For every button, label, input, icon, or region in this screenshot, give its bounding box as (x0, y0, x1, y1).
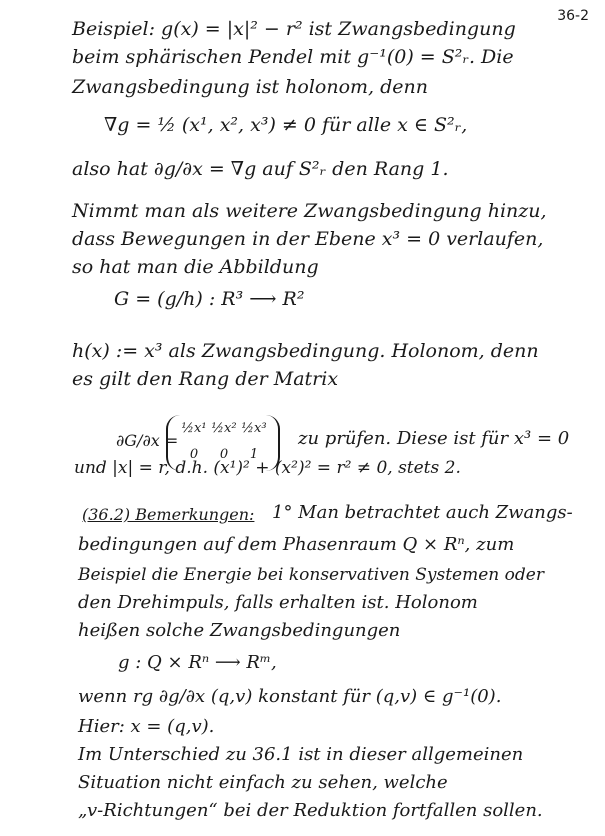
matrix-cell: ½x² (211, 421, 237, 436)
text-line: und |x| = r, d.h. (x¹)² + (x²)² = r² ≠ 0, stets 2. (74, 458, 461, 478)
matrix-row (180, 421, 268, 436)
text-line: Beispiel: g(x) = |x|² − r² ist Zwangsbedingung (72, 18, 516, 40)
matrix-label: ∂G/∂x = (116, 431, 179, 450)
page-number: 36-2 (557, 8, 589, 24)
text-line: Situation nicht einfach zu sehen, welche (78, 772, 448, 793)
text-line: beim sphärischen Pendel mit g⁻¹(0) = S²ᵣ. Die (72, 46, 514, 68)
text-line: 1° Man betrachtet auch Zwangs- (272, 502, 573, 523)
text-line: dass Bewegungen in der Ebene x³ = 0 verlaufen, (72, 228, 544, 250)
text-line: bedingungen auf dem Phasenraum Q × Rⁿ, zum (78, 534, 515, 555)
formula-line: ∇g = ½ (x¹, x², x³) ≠ 0 für alle x ∈ S²ᵣ, (104, 114, 468, 136)
text-line: also hat ∂g/∂x = ∇g auf S²ᵣ den Rang 1. (72, 158, 449, 180)
text-line: wenn rg ∂g/∂x (q,v) konstant für (q,v) ∈ g⁻¹(0). (78, 686, 502, 707)
text-line: den Drehimpuls, falls erhalten ist. Holonom (78, 592, 478, 613)
text-line: „v-Richtungen“ bei der Reduktion fortfallen sollen. (78, 800, 543, 821)
text-line: Beispiel die Energie bei konservativen Systemen oder (78, 565, 544, 585)
matrix-cell: ½x¹ (181, 421, 207, 436)
matrix-cell: 0 (219, 447, 229, 462)
matrix-cell: 1 (249, 447, 259, 462)
formula-line: G = (g/h) : R³ ⟶ R² (114, 288, 305, 310)
text-line: es gilt den Rang der Matrix (72, 368, 339, 390)
matrix-cell: 0 (189, 447, 199, 462)
formula-line: g : Q × Rⁿ ⟶ Rᵐ, (118, 652, 277, 673)
text-line: heißen solche Zwangsbedingungen (78, 620, 401, 641)
text-line: Im Unterschied zu 36.1 ist in dieser allgemeinen (78, 744, 524, 765)
text-line: h(x) := x³ als Zwangsbedingung. Holonom, denn (72, 340, 539, 362)
matrix-cell: ½x³ (241, 421, 267, 436)
text-line: Hier: x = (q,v). (78, 716, 215, 737)
text-line: Zwangsbedingung ist holonom, denn (72, 76, 429, 98)
remark-heading: (36.2) Bemerkungen: (82, 505, 255, 524)
text-line: zu prüfen. Diese ist für x³ = 0 (298, 428, 570, 449)
text-line: so hat man die Abbildung (72, 256, 319, 278)
text-line: Nimmt man als weitere Zwangsbedingung hinzu, (72, 200, 547, 222)
